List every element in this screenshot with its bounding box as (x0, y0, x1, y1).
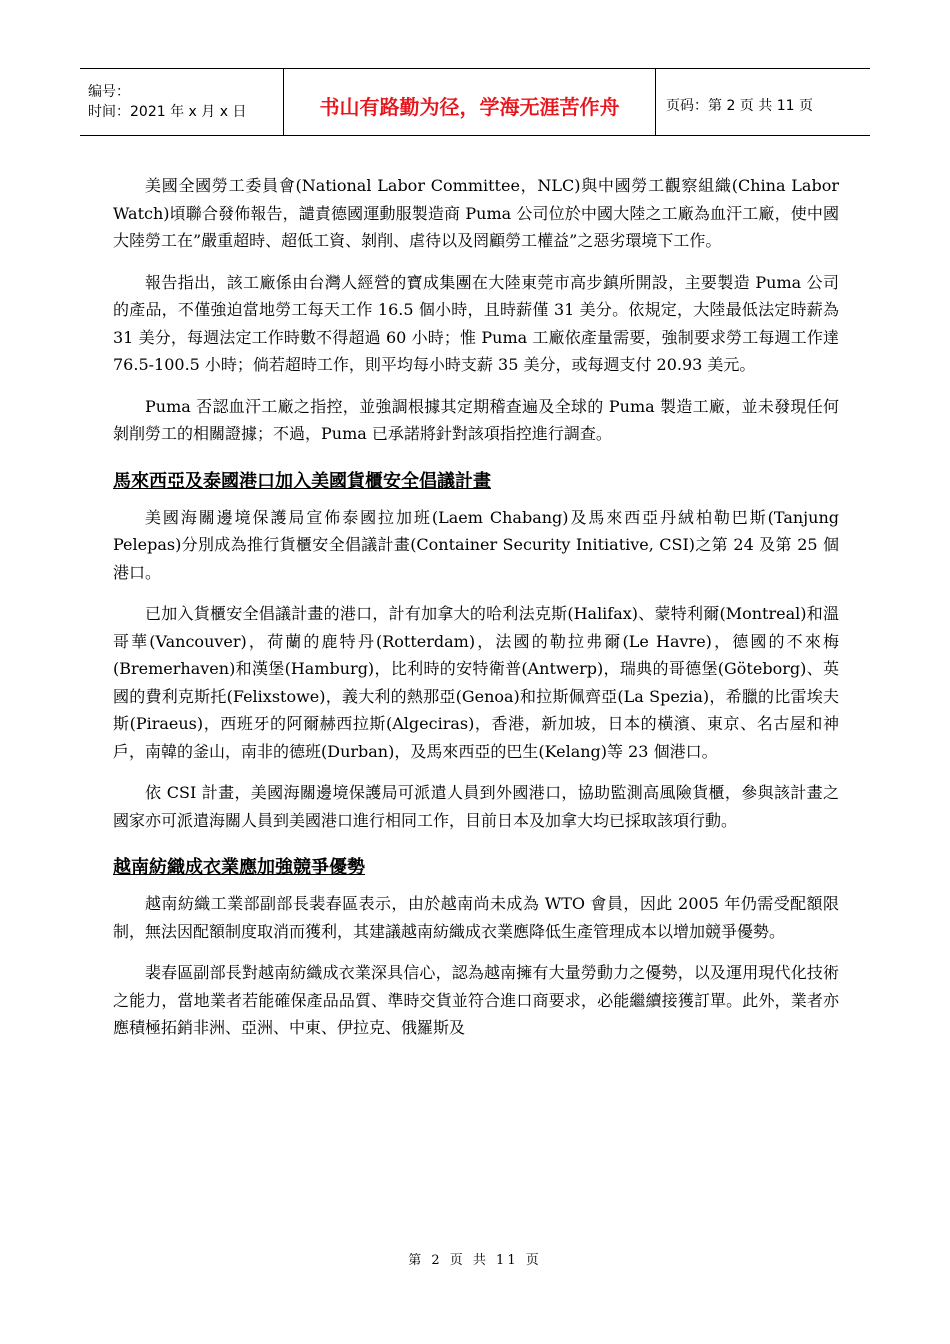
document-body (113, 172, 839, 1056)
paragraph: Puma 否認血汗工廠之指控，並強調根據其定期稽查遍及全球的 Puma 製造工廠，並未發現任何剝削勞工的相關證據；不過，Puma 已承諾將針對該項指控進行調查。 (113, 396, 839, 443)
paragraph: 美國全國勞工委員會(National Labor Committee，NLC)與中國勞工觀察組織(China Labor Watch)頃聯合發佈報告，譴責德國運動服製造商 Puma 公司位於中國大陸之工廠為血汗工廠，使中國大陸勞工在”嚴重超時、超低工資、剝削、虐待以及罔顧勞工權益”之惡劣環境下工作。 (113, 176, 839, 250)
paragraph: 依 CSI 計畫，美國海關邊境保護局可派遣人員到外國港口，協助監測高風險貨櫃，參與該計畫之國家亦可派遣海關人員到美國港口進行相同工作，目前日本及加拿大均已採取該項行動。 (113, 783, 839, 830)
document-number-label: 编号： (88, 84, 130, 100)
header-page-info: 页码：第 2 页 共 11 页 (666, 98, 813, 114)
header-motto-cell (284, 69, 656, 135)
header-page-info-cell (656, 69, 870, 135)
paragraph: 裴春區副部長對越南紡織成衣業深具信心，認為越南擁有大量勞動力之優勢，以及運用現代化技術之能力，當地業者若能確保產品品質、準時交貨並符合進口商要求，必能繼續接獲訂單。此外，業者亦應積極拓銷非洲、亞洲、中東、伊拉克、俄羅斯及 (113, 963, 839, 1037)
header-meta (80, 69, 284, 135)
paragraph: 已加入貨櫃安全倡議計畫的港口，計有加拿大的哈利法克斯(Halifax)、蒙特利爾(Montreal)和溫哥華(Vancouver)，荷蘭的鹿特丹(Rotterdam)，法國的勒拉弗爾(Le Havre)，德國的不來梅(Bremerhaven)和漢堡(Hamburg)，比利時的安特衛普(Antwerp)，瑞典的哥德堡(Göteborg)、英國的費利克斯托(Felixstowe)，義大利的熱那亞(Genoa)和拉斯佩齊亞(La Spezia)，希臘的比雷埃夫斯(Piraeus)，西班牙的阿爾赫西拉斯(Algeciras)，香港，新加坡，日本的橫濱、東京、名古屋和神戶，南韓的釜山，南非的德班(Durban)，及馬來西亞的巴生(Kelang)等 23 個港口。 (113, 604, 839, 761)
page-header (80, 68, 870, 136)
paragraph: 越南紡織工業部副部長裴春區表示，由於越南尚未成為 WTO 會員，因此 2005 年仍需受配額限制，無法因配額制度取消而獲利，其建議越南紡織成衣業應降低生產管理成本以增加競爭優勢。 (113, 894, 839, 941)
paragraph: 美國海關邊境保護局宣佈泰國拉加班(Laem Chabang)及馬來西亞丹絨柏勒巴斯(Tanjung Pelepas)分別成為推行貨櫃安全倡議計畫(Container Security Initiative, CSI)之第 24 及第 25 個港口。 (113, 507, 839, 582)
section-heading: 越南紡織成衣業應加強競爭優勢 (113, 857, 365, 878)
header-motto: 书山有路勤为径，学海无涯苦作舟 (319, 94, 620, 119)
paragraph: 報告指出，該工廠係由台灣人經營的寶成集團在大陸東莞市高步鎮所開設，主要製造 Puma 公司的產品，不僅強迫當地勞工每天工作 16.5 個小時，且時薪僅 31 美分。依規定，大陸最低法定時薪為 31 美分，每週法定工作時數不得超過 60 小時；惟 Puma 工廠依產量需要，強制要求勞工每週工作達 76.5-100.5 小時；倘若超時工作，則平均每小時支薪 35 美分，或每週支付 20.93 美元。 (113, 272, 839, 374)
page-footer: 第 2 页 共 11 页 (408, 1253, 542, 1268)
section-heading: 馬來西亞及泰國港口加入美國貨櫃安全倡議計畫 (113, 470, 491, 492)
document-time-label: 时间：2021 年 x 月 x 日 (88, 104, 247, 120)
